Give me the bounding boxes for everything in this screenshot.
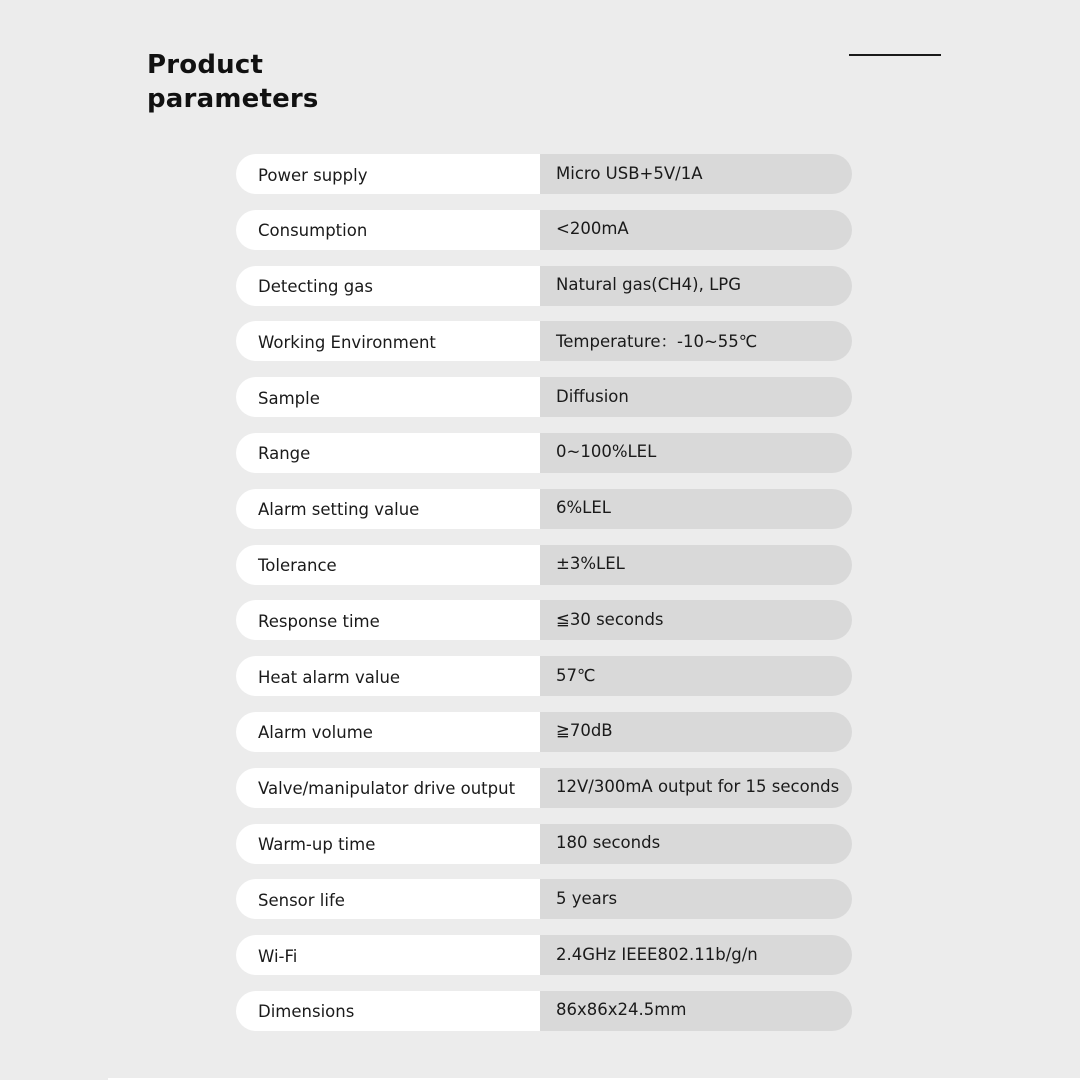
param-row	[236, 545, 852, 585]
param-row	[236, 824, 852, 864]
param-row	[236, 210, 852, 250]
param-label: Sample	[236, 377, 540, 417]
param-label: Tolerance	[236, 545, 540, 585]
accent-divider	[849, 54, 941, 56]
param-label: Warm-up time	[236, 824, 540, 864]
param-label: Consumption	[236, 210, 540, 250]
param-row	[236, 656, 852, 696]
page-title-line-1: Product	[147, 50, 264, 80]
param-label: Power supply	[236, 154, 540, 194]
page-title	[147, 48, 319, 116]
param-label: Detecting gas	[236, 266, 540, 306]
param-value: 6%LEL	[540, 489, 852, 529]
param-value: Micro USB+5V/1A	[540, 154, 852, 194]
param-value: Diffusion	[540, 377, 852, 417]
param-value: 12V/300mA output for 15 seconds	[540, 768, 852, 808]
param-value: Temperature：-10~55℃	[540, 321, 852, 361]
param-value: 180 seconds	[540, 824, 852, 864]
param-value: ≧70dB	[540, 712, 852, 752]
param-row	[236, 266, 852, 306]
param-row	[236, 377, 852, 417]
param-row	[236, 433, 852, 473]
param-row	[236, 154, 852, 194]
param-value: ≦30 seconds	[540, 600, 852, 640]
param-label: Sensor life	[236, 879, 540, 919]
param-label: Wi-Fi	[236, 935, 540, 975]
param-label: Working Environment	[236, 321, 540, 361]
param-label: Alarm setting value	[236, 489, 540, 529]
param-value: 0~100%LEL	[540, 433, 852, 473]
param-row	[236, 991, 852, 1031]
param-label: Alarm volume	[236, 712, 540, 752]
param-value: 86x86x24.5mm	[540, 991, 852, 1031]
param-value: Natural gas(CH4), LPG	[540, 266, 852, 306]
param-value: ±3%LEL	[540, 545, 852, 585]
param-value: 5 years	[540, 879, 852, 919]
param-row	[236, 879, 852, 919]
param-row	[236, 935, 852, 975]
param-label: Range	[236, 433, 540, 473]
param-label: Heat alarm value	[236, 656, 540, 696]
param-label: Response time	[236, 600, 540, 640]
param-row	[236, 712, 852, 752]
param-row	[236, 321, 852, 361]
param-value: 57℃	[540, 656, 852, 696]
param-label: Dimensions	[236, 991, 540, 1031]
param-label: Valve/manipulator drive output	[236, 768, 540, 808]
page-title-line-2: parameters	[147, 84, 319, 114]
parameters-table	[236, 154, 852, 1047]
param-row	[236, 768, 852, 808]
param-value: <200mA	[540, 210, 852, 250]
param-value: 2.4GHz IEEE802.11b/g/n	[540, 935, 852, 975]
param-row	[236, 600, 852, 640]
param-row	[236, 489, 852, 529]
